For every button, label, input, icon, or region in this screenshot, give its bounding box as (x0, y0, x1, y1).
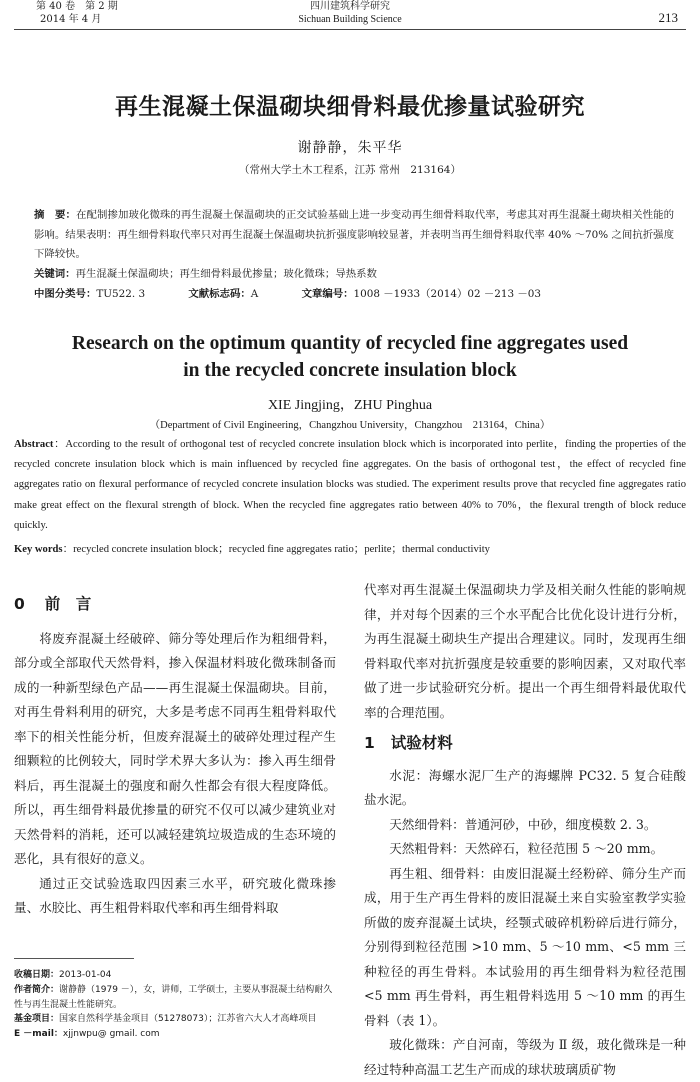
material-fine-aggregate: 天然细骨料：普通河砂，中砂，细度模数 2. 3。 (389, 816, 657, 832)
paper-title-en (0, 330, 700, 384)
abstract-cn (34, 206, 674, 265)
page-number: 213 (658, 10, 678, 25)
intro-paragraph-2-continued: 代率对再生混凝土保温砌块力学及相关耐久性能的影响规律，并对每个因素的三个水平配合比优化设计进行分析，为再生混凝土砌块生产提出合理建议。同时，发现再生细骨料取代率对抗折强度是较重要的影响因素，又对取代率做了进一步试验研究分析。提出一个再生细骨料最优取代率的合理范围。 (364, 582, 686, 720)
affiliation-cn: （常州大学土木工程系，江苏 常州 213164） (239, 164, 461, 176)
material-recycled-aggregate: 再生粗、细骨料：由废旧混凝土经粉碎、筛分生产而成，用于生产再生骨料的废旧混凝土来自实验室教学实验所做的废弃混凝土试块，经颚式破碎机粉碎后进行筛分，分别得到粒径范围 >10 mm、5 ～10 mm、<5 mm 三种粒径的再生骨料。本试验用的再生细骨料为粒径范围 <5 mm 再生骨料，再生粗骨料选用 5 ～10 mm 的再生骨料（表 1）。 (364, 865, 686, 1028)
email-value: xjjnwpu@ gmail. com (62, 1029, 160, 1040)
section-1-number: 1 (364, 734, 375, 752)
received-label: 收稿日期： (14, 970, 60, 980)
abstract-en-text: ：According to the result of orthogonal test of recycled concrete insulation block which is incorporated into perlite，finding the properties of the recycled concrete insulation block which is main influenced by recycled fine aggregates. On the basis of orthogonal test，the effect of recycled fine aggregates ratio on flexural performance of recycled concrete insulation blocks was studied. The experiment results prove that recycled fine aggregates ratio make great effect on the flexural strength of block. When the recycled fine aggregates ratio between 40% to 70%，the flexural trength of block reduce quickly. (14, 439, 686, 531)
article-no-value: 1008 －1933（2014）02 －213 －03 (353, 288, 541, 300)
section-0-number: 0 (14, 595, 25, 613)
issue-date: 2014 年 4 月 (40, 14, 102, 25)
keywords-en-text: ：recycled concrete insulation block；recycled fine aggregates ratio；perlite；thermal conductivity (62, 544, 490, 555)
footnote-rule (14, 958, 134, 959)
section-0-title: 前 言 (44, 595, 92, 613)
doc-code-value: A (250, 288, 259, 300)
paper-title-en-line2: in the recycled concrete insulation block (183, 360, 517, 381)
keywords-en-label: Key words (14, 544, 63, 555)
right-column (364, 578, 686, 1082)
email-label: E －mail： (14, 1029, 63, 1040)
journal-name-cn: 四川建筑科学研究 (310, 1, 390, 12)
keywords-en (14, 540, 686, 560)
doc-code-label: 文献标志码： (188, 288, 251, 300)
header-rule (14, 29, 686, 30)
clc-value: TU522. 3 (96, 288, 146, 300)
section-0-heading (14, 592, 336, 617)
abstract-en-label: Abstract (14, 439, 54, 450)
keywords-cn-label: 关键词： (34, 268, 76, 280)
clc-label: 中图分类号： (34, 288, 97, 300)
section-1-heading (364, 731, 686, 756)
abstract-cn-label: 摘 要： (34, 209, 76, 221)
affiliation-en: （Department of Civil Engineering，Changzhou University，Changzhou 213164，China） (149, 420, 551, 431)
authors-en: XIE Jingjing，ZHU Pinghua (267, 398, 433, 413)
intro-paragraph-2: 通过正交试验选取四因素三水平，研究玻化微珠掺量、水胶比、再生粗骨料取代率和再生细骨料取 (14, 875, 336, 915)
fund-label: 基金项目： (14, 1014, 60, 1025)
paper-title-en-line1: Research on the optimum quantity of recycled fine aggregates used (71, 333, 629, 354)
material-perlite: 玻化微珠：产自河南，等级为 Ⅱ 级，玻化微珠是一种经过特种高温工艺生产而成的球状玻璃质矿物 (364, 1037, 686, 1077)
classification-line (34, 285, 674, 305)
received-date (14, 968, 336, 983)
keywords-cn-text: 再生混凝土保温砌块；再生细骨料最优掺量；玻化微珠；导热系数 (75, 268, 377, 280)
author-bio-label: 作者简介： (14, 984, 60, 995)
material-cement: 水泥：海螺水泥厂生产的海螺牌 PC32. 5 复合硅酸盐水泥。 (364, 767, 686, 807)
fund-info (14, 1012, 336, 1027)
left-column (14, 592, 336, 921)
abstract-en (14, 435, 686, 536)
volume-issue: 第 40 卷 第 2 期 (36, 1, 118, 12)
received-value: 2013-01-04 (59, 970, 112, 980)
article-no-label: 文章编号： (301, 288, 354, 300)
author-bio-value: 谢静静（1979 －），女，讲师，工学硕士，主要从事混凝土结构耐久性与再生混凝土性能研究。 (14, 984, 333, 1010)
authors-cn: 谢静静，朱平华 (297, 140, 403, 156)
intro-paragraph-1: 将废弃混凝土经破碎、筛分等处理后作为粗细骨料，部分或全部取代天然骨料，掺入保温材料玻化微珠制备而成的一种新型绿色产品——再生混凝土保温砌块。目前，对再生骨料利用的研究，大多是考虑不同再生粗骨料取代率下的相关性能分析，但废弃混凝土的破碎处理过程产生细颗粒的比例较大，同时学术界大多认为：掺入再生细骨料后，再生混凝土的强度和耐久性都会有很大程度降低。所以，再生细骨料最优掺量的研究不仅可以减少建筑业对天然骨料的消耗，还可以减轻建筑垃圾造成的生态环境的恶化，具有很好的意义。 (14, 630, 336, 866)
material-coarse-aggregate: 天然粗骨料：天然碎石，粒径范围 5 ～20 mm。 (389, 841, 664, 856)
paper-title-cn: 再生混凝土保温砌块细骨料最优掺量试验研究 (115, 93, 585, 120)
author-email (14, 1027, 336, 1042)
abstract-cn-text: 在配制掺加玻化微珠的再生混凝土保温砌块的正交试验基础上进一步变动再生细骨料取代率，考虑其对再生混凝土砌块相关性能的影响。结果表明：再生细骨料取代率只对再生混凝土保温砌块抗折强度影响较显著，并表明当再生细骨料取代率 40% ～70% 之间抗折强度下降较快。 (34, 209, 675, 260)
keywords-cn (34, 265, 674, 285)
section-1-title: 试验材料 (390, 734, 453, 752)
fund-value: 国家自然科学基金项目（51278073）；江苏省六大人才高峰项目 (59, 1014, 317, 1025)
footnote (14, 968, 336, 1042)
author-bio (14, 983, 336, 1013)
journal-name-en: Sichuan Building Science (298, 14, 402, 25)
